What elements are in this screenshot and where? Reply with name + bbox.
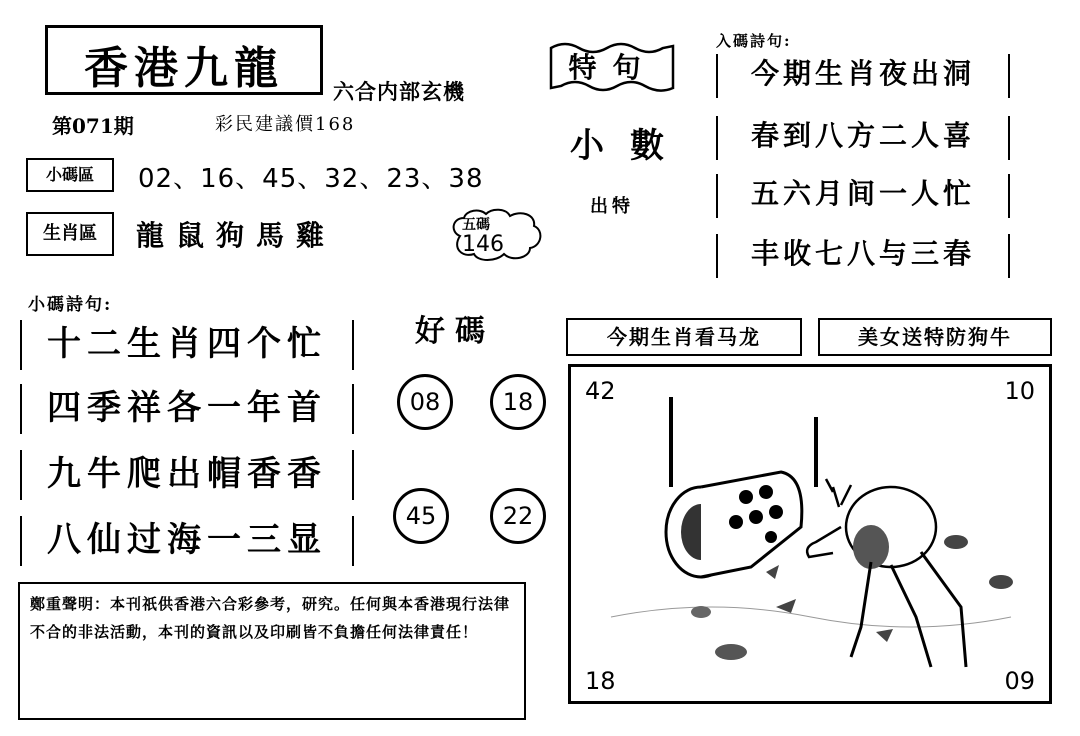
left-poem-line: 十二生肖四个忙 <box>20 320 354 370</box>
disclaimer: 鄭重聲明：本刊祇供香港六合彩參考，研究。任何與本香港現行法律不合的非法活動，本刊的資訊以及印刷皆不負擔任何法律責任！ <box>18 582 526 720</box>
special-sub-text: 出特 <box>590 196 634 217</box>
special-label: 特句 <box>568 51 657 84</box>
hint-right: 美女送特防狗牛 <box>818 318 1052 356</box>
right-poem-line: 丰收七八与三春 <box>716 234 1010 278</box>
right-poem-heading: 入碼詩句: <box>716 32 792 50</box>
good-codes-title: 好碼 <box>415 314 495 349</box>
deer-illustration <box>571 367 1049 701</box>
price-advice: 彩民建議價168 <box>215 114 356 135</box>
corner-number-top-right: 10 <box>1004 377 1035 405</box>
small-code-values: 02、16、45、32、23、38 <box>138 164 484 194</box>
zodiac-label: 生肖區 <box>26 212 114 256</box>
hint-left: 今期生肖看马龙 <box>566 318 802 356</box>
special-main-text: 小數 <box>570 126 690 166</box>
page-title: 香港九龍 <box>84 43 284 94</box>
five-code-value: 146 <box>462 232 504 257</box>
corner-number-bottom-left: 18 <box>585 667 616 695</box>
good-code-circle: 18 <box>490 374 546 430</box>
five-code-label: 五碼 <box>462 217 490 233</box>
good-code-circle: 22 <box>490 488 546 544</box>
small-code-label: 小碼區 <box>26 158 114 192</box>
right-poem-line: 春到八方二人喜 <box>716 116 1010 160</box>
right-poem-line: 今期生肖夜出洞 <box>716 54 1010 98</box>
good-code-circle: 08 <box>397 374 453 430</box>
issue-number: 第071期 <box>52 114 134 138</box>
special-label-box <box>545 38 680 96</box>
right-poem-line: 五六月间一人忙 <box>716 174 1010 218</box>
left-poem-heading: 小碼詩句: <box>28 295 113 315</box>
good-code-circle: 45 <box>393 488 449 544</box>
left-poem-line: 八仙过海一三显 <box>20 516 354 566</box>
zodiac-values: 龍鼠狗馬雞 <box>136 219 337 252</box>
title-box <box>45 25 323 95</box>
corner-number-top-left: 42 <box>585 377 616 405</box>
illustration-frame <box>568 364 1052 704</box>
five-code-badge <box>446 206 548 264</box>
subtitle: 六合内部玄機 <box>333 79 465 104</box>
corner-number-bottom-right: 09 <box>1004 667 1035 695</box>
left-poem-line: 九牛爬出帽香香 <box>20 450 354 500</box>
left-poem-line: 四季祥各一年首 <box>20 384 354 434</box>
